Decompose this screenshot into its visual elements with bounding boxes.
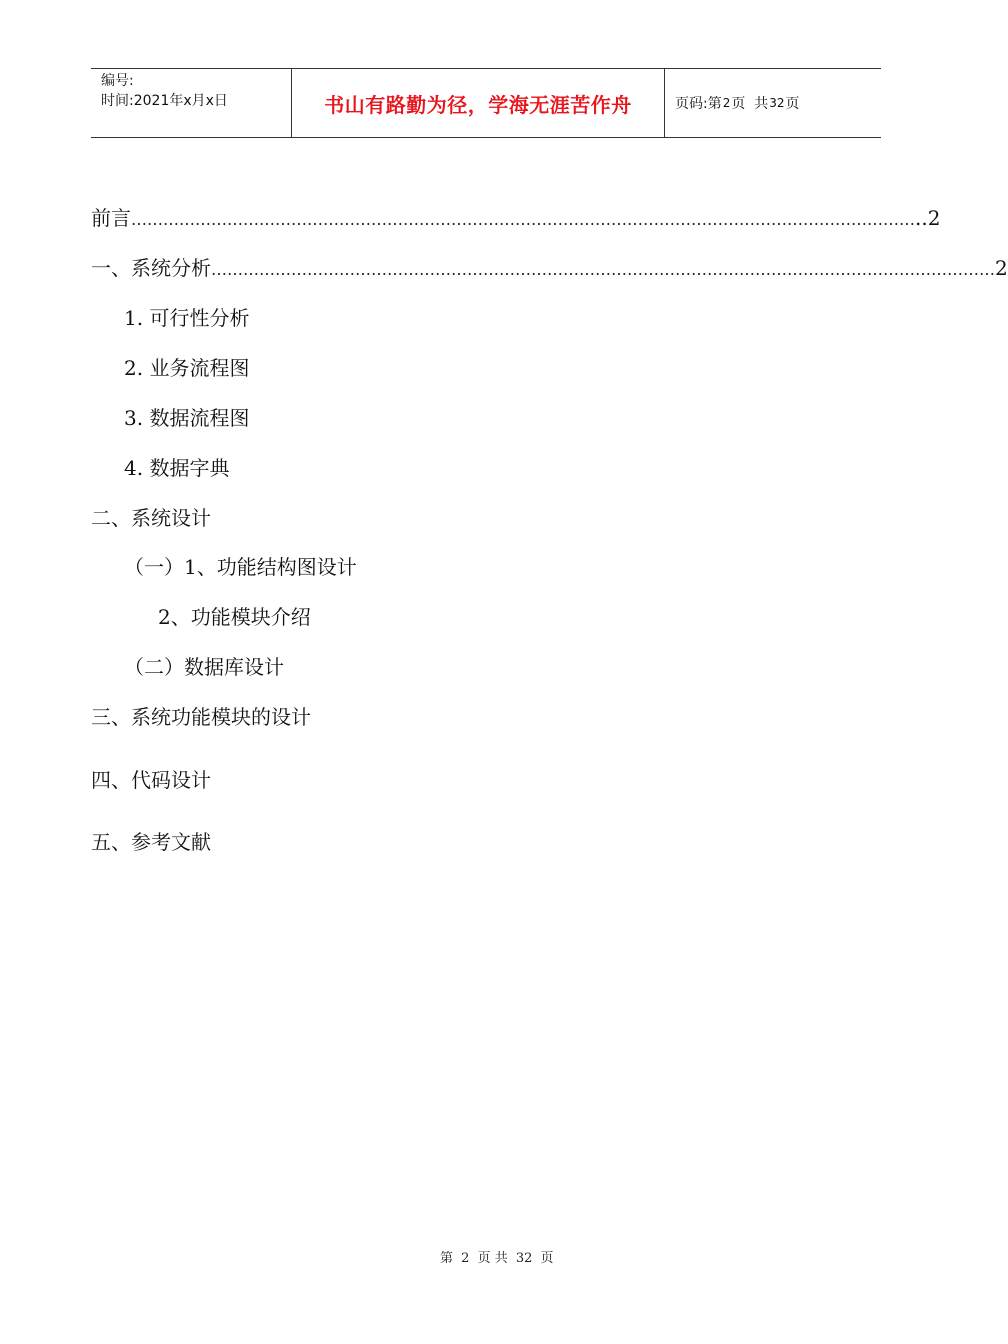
header-time-value: 2021年x月x日 bbox=[133, 93, 228, 109]
footer-suffix: 页 bbox=[540, 1251, 554, 1266]
toc-entry-function-structure[interactable]: （一）1、功能结构图设计 bbox=[124, 555, 357, 579]
footer-current: 2 bbox=[461, 1251, 470, 1266]
header-motto: 书山有路勤为径，学海无涯苦作舟 bbox=[292, 69, 665, 137]
page-footer bbox=[0, 1247, 950, 1266]
toc-entry-business-flow[interactable]: 2. 业务流程图 bbox=[124, 356, 250, 380]
toc-entry-module-intro[interactable]: 2、功能模块介绍 bbox=[158, 605, 311, 629]
header-page-info bbox=[665, 69, 881, 137]
page-header bbox=[91, 68, 881, 138]
toc-entry-page: ..2 bbox=[915, 206, 941, 230]
toc-entry-preface[interactable] bbox=[91, 205, 941, 233]
toc-entry-data-flow[interactable]: 3. 数据流程图 bbox=[124, 406, 250, 430]
header-page-label: 页码: bbox=[675, 96, 708, 112]
header-page-suffix: 页 bbox=[785, 96, 800, 112]
toc-entry-label: 一、系统分析 bbox=[91, 256, 211, 280]
toc-entry-system-design[interactable]: 二、系统设计 bbox=[91, 506, 211, 530]
header-page-mid: 页 共 bbox=[731, 96, 769, 112]
footer-prefix: 第 bbox=[440, 1251, 454, 1266]
header-meta bbox=[91, 69, 292, 137]
toc-leader-dots: ………………………………………………………………………………………………………………………………… bbox=[131, 210, 915, 229]
header-page-total: 32 bbox=[769, 96, 785, 110]
toc-entry-label: 前言 bbox=[91, 206, 131, 230]
header-page-prefix: 第 bbox=[707, 96, 722, 112]
footer-total: 32 bbox=[515, 1251, 533, 1266]
toc-entry-references[interactable]: 五、参考文献 bbox=[91, 830, 211, 854]
toc-entry-code-design[interactable]: 四、代码设计 bbox=[91, 768, 211, 792]
toc-entry-page: 2 bbox=[995, 256, 1008, 280]
toc-entry-system-analysis[interactable] bbox=[91, 255, 1008, 283]
toc-entry-data-dictionary[interactable]: 4. 数据字典 bbox=[124, 456, 230, 480]
toc-leader-dots: ………………………………………………………………………………………………………………………………… bbox=[211, 260, 995, 279]
header-time bbox=[101, 91, 291, 111]
toc-entry-feasibility[interactable]: 1. 可行性分析 bbox=[124, 306, 250, 330]
footer-mid: 页 共 bbox=[477, 1251, 508, 1266]
header-page-current: 2 bbox=[722, 96, 731, 110]
header-time-label: 时间: bbox=[101, 93, 134, 109]
toc-entry-module-design[interactable]: 三、系统功能模块的设计 bbox=[91, 705, 311, 729]
toc-entry-database-design[interactable]: （二）数据库设计 bbox=[124, 655, 284, 679]
header-number-label: 编号: bbox=[101, 73, 134, 89]
